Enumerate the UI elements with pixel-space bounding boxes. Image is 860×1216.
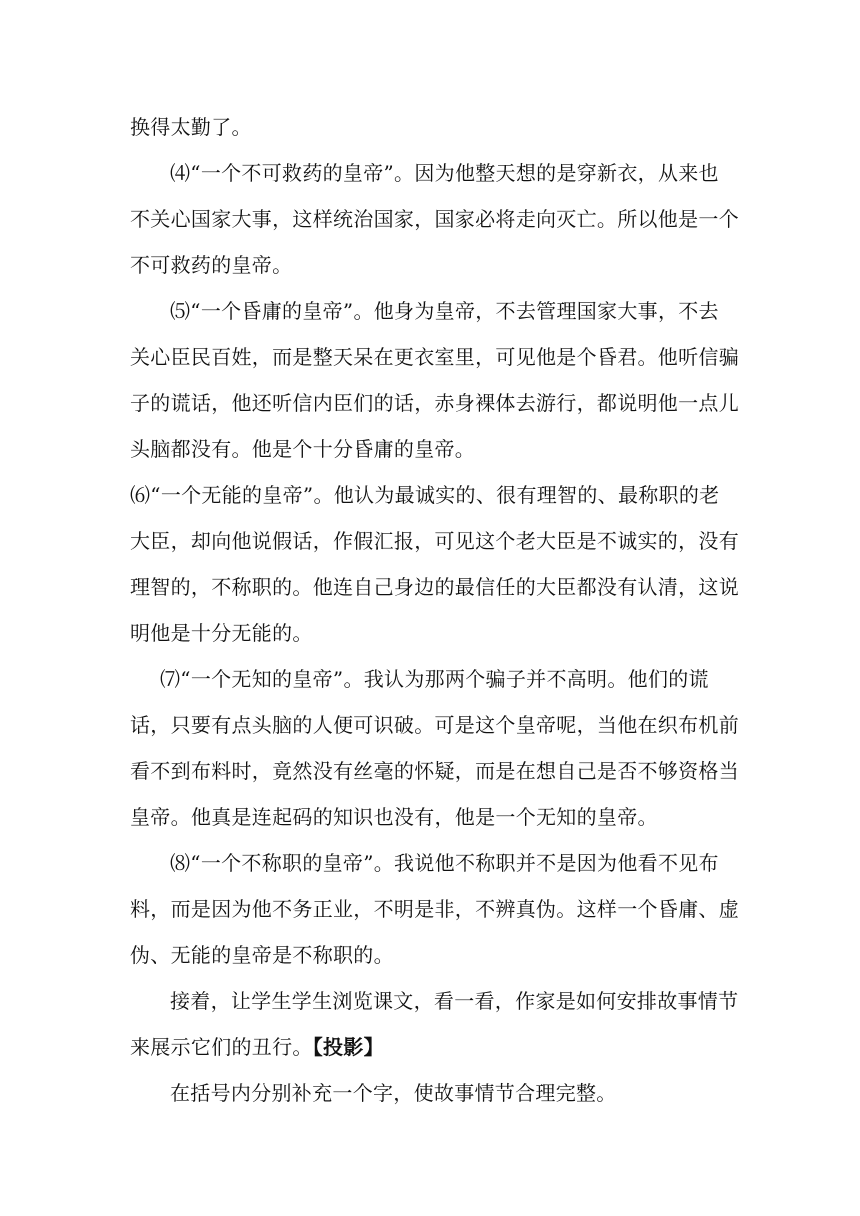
text-run: 来展示它们的丑行。: [130, 1035, 313, 1059]
text-line: 皇帝。他真是连起码的知识也没有，他是一个无知的皇帝。: [130, 805, 658, 829]
text-line: ⑻“一个不称职的皇帝”。我说他不称职并不是因为他看不见布: [170, 851, 719, 875]
text-line: 在括号内分别补充一个字，使故事情节合理完整。: [170, 1081, 617, 1105]
text-line: 理智的，不称职的。他连自己身边的最信任的大臣都没有认清，这说: [130, 575, 739, 599]
text-line: 大臣，却向他说假话，作假汇报，可见这个老大臣是不诚实的，没有: [130, 529, 739, 553]
text-line: 伪、无能的皇帝是不称职的。: [130, 943, 394, 967]
text-line: 料，而是因为他不务正业，不明是非，不辨真伪。这样一个昏庸、虚: [130, 897, 739, 921]
text-line: ⑹“一个无能的皇帝”。他认为最诚实的、很有理智的、最称职的老: [130, 483, 720, 507]
text-line: [130, 1035, 384, 1059]
text-line: 头脑都没有。他是个十分昏庸的皇帝。: [130, 437, 476, 461]
text-line: 不关心国家大事，这样统治国家，国家必将走向灭亡。所以他是一个: [130, 207, 739, 231]
text-line: 换得太勤了。: [130, 115, 252, 139]
text-line: 接着，让学生学生浏览课文，看一看，作家是如何安排故事情节: [170, 989, 739, 1013]
text-line: 子的谎话，他还听信内臣们的话，赤身裸体去游行，都说明他一点儿: [130, 391, 739, 415]
projection-marker: 【投影】: [312, 1035, 384, 1059]
text-line: 不可救药的皇帝。: [130, 253, 293, 277]
text-line: ⑸“一个昏庸的皇帝”。他身为皇帝，不去管理国家大事，不去: [170, 299, 719, 323]
text-line: 话，只要有点头脑的人便可识破。可是这个皇帝呢，当他在织布机前: [130, 713, 739, 737]
text-line: 明他是十分无能的。: [130, 621, 313, 645]
text-line: ⑺“一个无知的皇帝”。我认为那两个骗子并不高明。他们的谎: [160, 667, 709, 691]
text-line: 关心臣民百姓，而是整天呆在更衣室里，可见他是个昏君。他听信骗: [130, 345, 739, 369]
text-line: 看不到布料时，竟然没有丝毫的怀疑，而是在想自己是否不够资格当: [130, 759, 739, 783]
text-line: ⑷“一个不可救药的皇帝”。因为他整天想的是穿新衣，从来也: [170, 161, 719, 185]
